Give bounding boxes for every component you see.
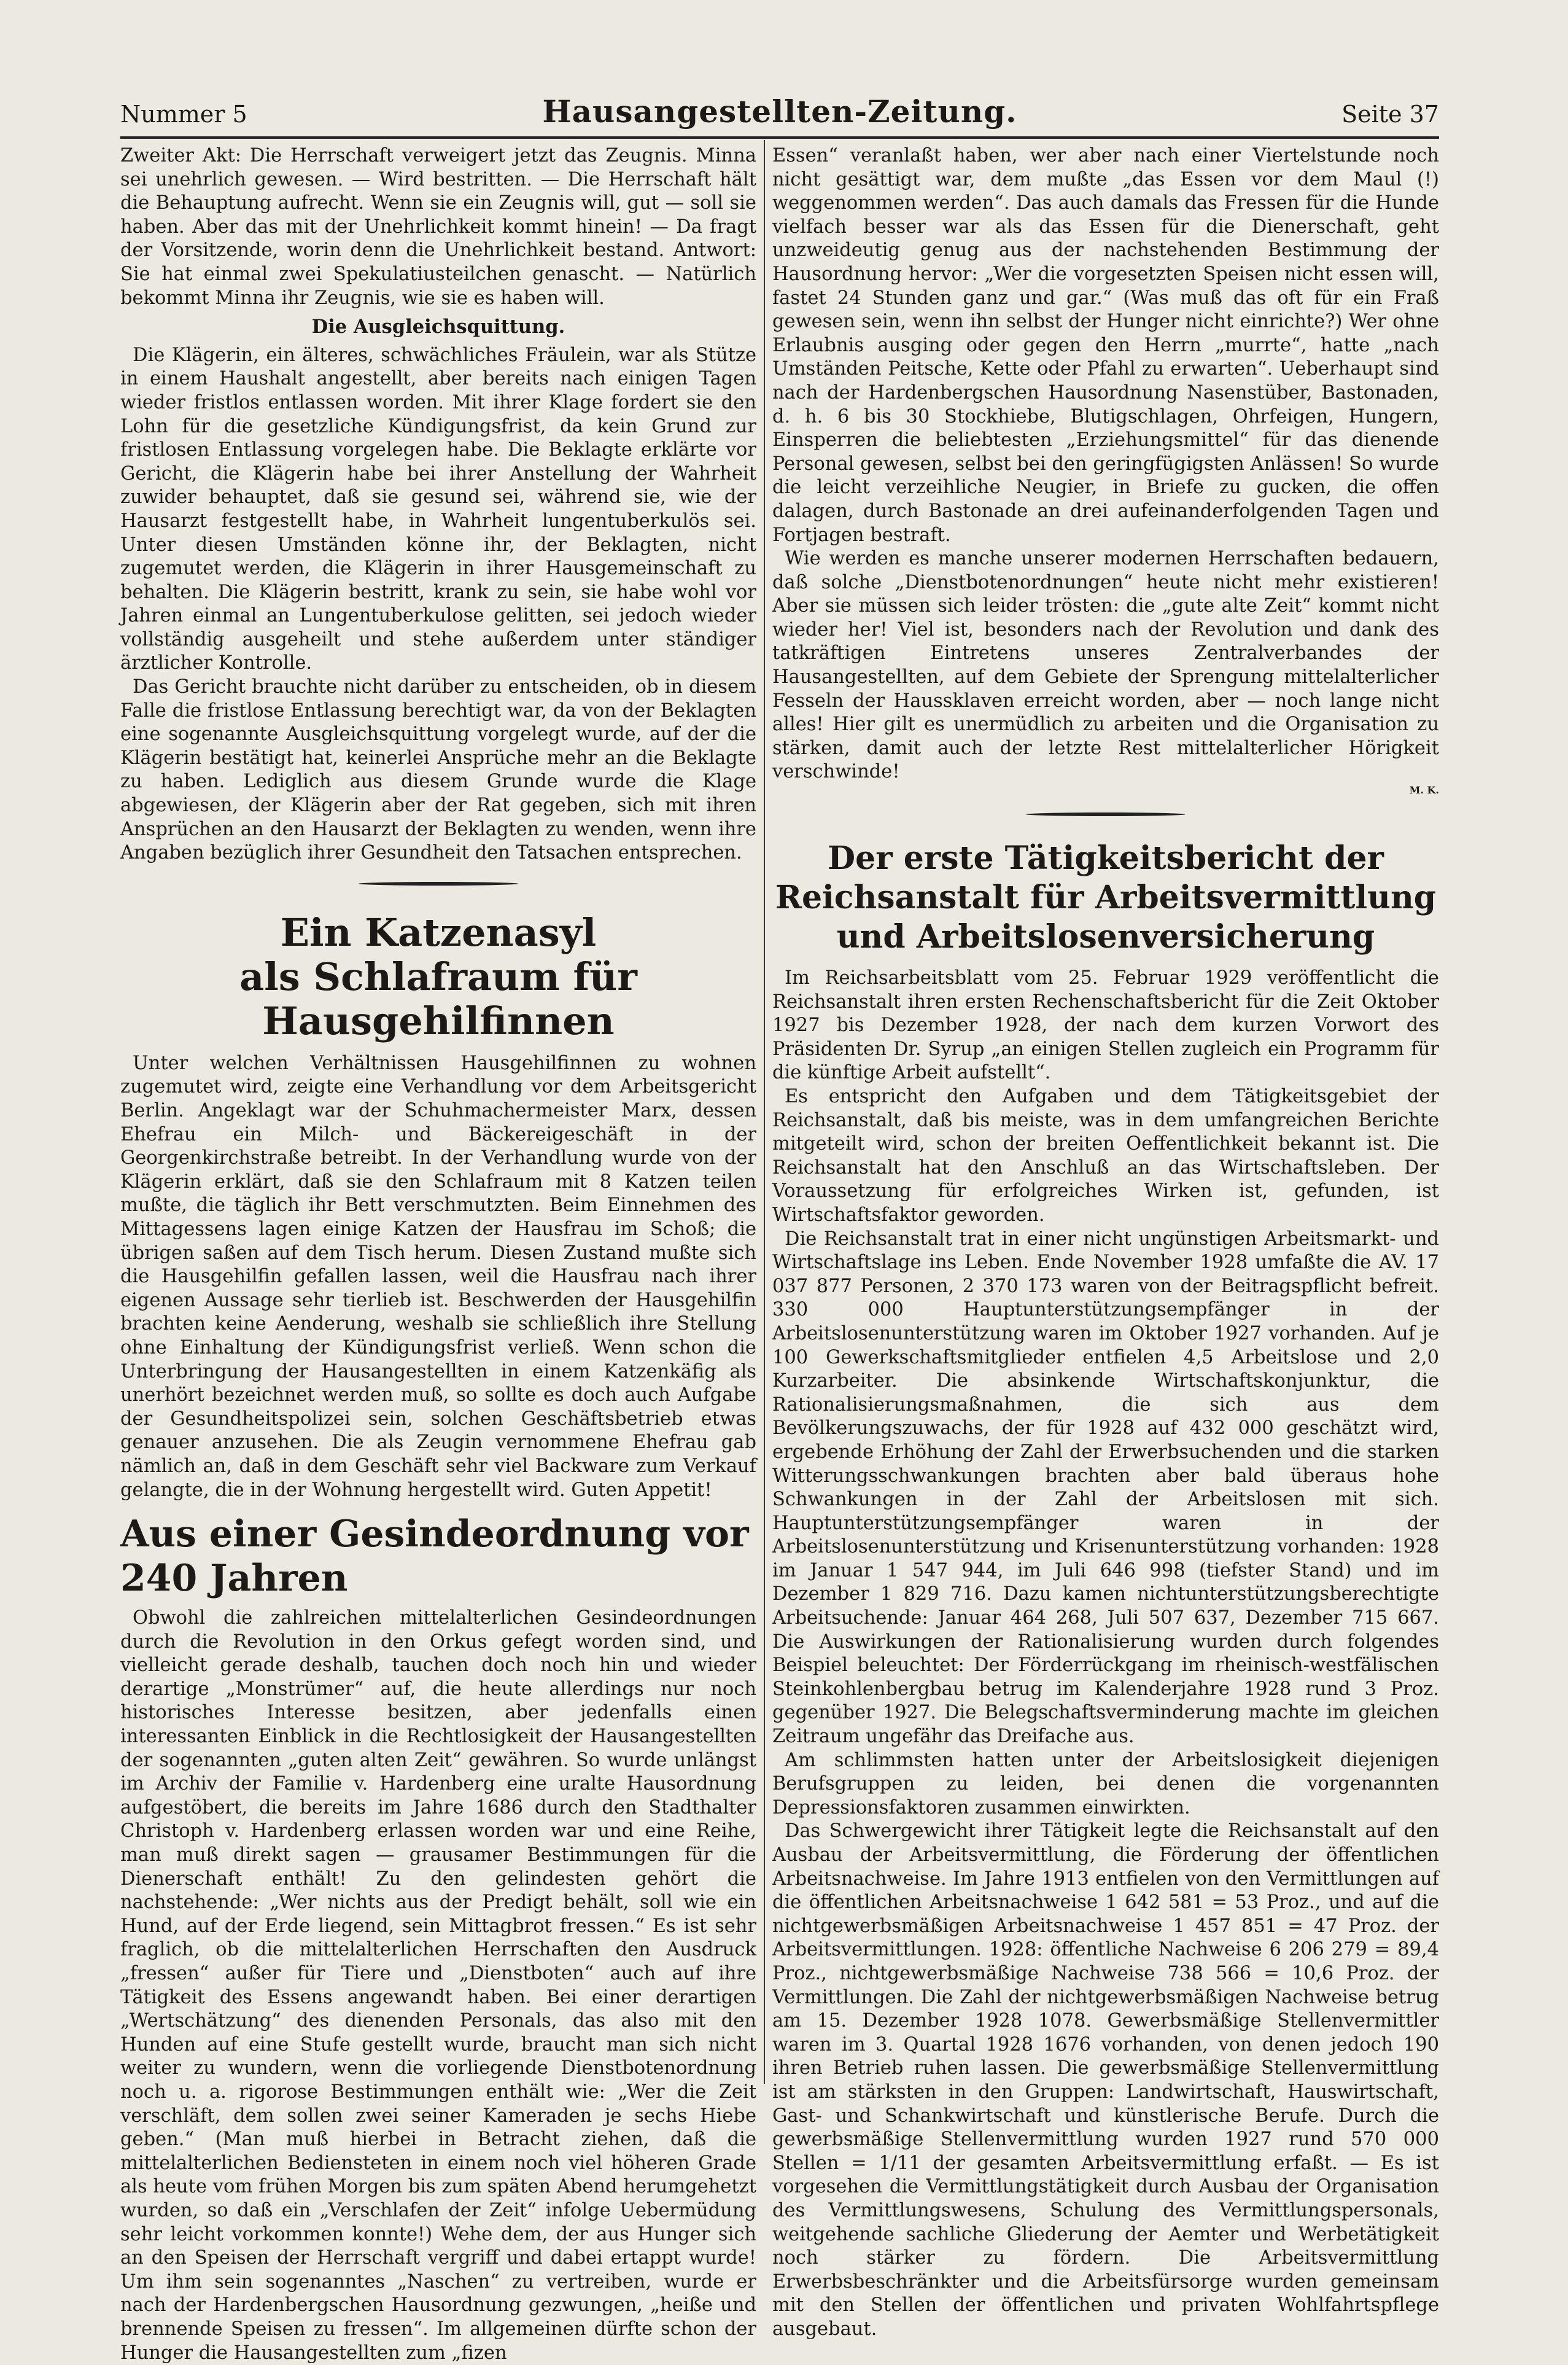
article-paragraph: Unter welchen Verhältnissen Hausgehilfinnen zu wohnen zugemutet wird, zeigte eine Verhandlung vor dem Arbeitsgericht Berlin. Angeklagt war der Schuhmachermeister Marx, dessen Ehefrau ein Milch- und Bäckereigeschäft in der Georgenkirchstraße betreibt. In der Verhandlung wurde von der Klägerin erklärt, daß sie den Schlafraum mit 8 Katzen teilen mußte, die täglich ihr Bett verschmutzten. Beim Einnehmen des Mittagessens lagen einige Katzen der Hausfrau im Schoß; die übrigen saßen auf dem Tisch herum. Diesen Zustand mußte sich die Hausgehilfin gefallen lassen, weil die Hausfrau nach ihrer eigenen Aussage sehr tierlieb ist. Beschwerden der Hausgehilfin brachten keine Aenderung, weshalb sie schließlich ihre Stellung ohne Einhaltung der Kündigungsfrist verließ. Wenn schon die Unterbringung der Hausangestellten in einem Katzenkäfig als unerhört bezeichnet werden muß, so sollte es doch auch Aufgabe der Gesundheitspolizei sein, solchen Geschäftsbetrieb etwas genauer anzusehen. Die als Zeugin vernommene Ehefrau gab nämlich an, daß in dem Geschäft sehr viel Backware zum Verkauf gelangte, die in der Wohnung hergestellt wird. Guten Appetit! <box>120 1052 756 1501</box>
article-heading-line: als Schlafraum für Hausgehilfinnen <box>239 954 637 1043</box>
ornament-divider <box>772 796 1439 833</box>
column-separator <box>764 140 765 2084</box>
ornament-divider <box>120 865 756 902</box>
article-paragraph: Obwohl die zahlreichen mittelalterlichen Gesindeordnungen durch die Revolution in den Orkus gefegt worden sind, und vielleicht gerade deshalb, tauchen doch noch hin und wieder derartige „Monstrümer“ auf, die heute allerdings nur noch historisches Interesse besitzen, aber jedenfalls einen interessanten Einblick in die Rechtlosigkeit der Hausangestellten der sogenannten „guten alten Zeit“ gewähren. So wurde unlängst im Archiv der Familie v. Hardenberg eine uralte Hausordnung aufgestöbert, die bereits im Jahre 1686 durch den Stadthalter Christoph v. Hardenberg erlassen worden war und eine Reihe, man muß direkt sagen — grausamer Bestimmungen für die Dienerschaft enthält! Zu den gelindesten gehört die nachstehende: „Wer nichts aus der Predigt behält, soll wie ein Hund, auf der Erde liegend, sein Mittagbrot fressen.“ Es ist sehr fraglich, ob die mittelalterlichen Herrschaften den Ausdruck „fressen“ außer für Tiere und „Dienstboten“ auch auf ihre Tätigkeit des Essens angewandt haben. Bei einer derartigen „Wertschätzung“ des dienenden Personals, das also mit den Hunden auf eine Stufe gestellt wurde, braucht man sich nicht weiter zu wundern, wenn die vorliegende Dienstbotenordnung noch u. a. rigorose Bestimmungen enthält wie: „Wer die Zeit verschläft, dem sollen zwei seiner Kameraden je sechs Hiebe geben.“ (Man muß hierbei in Betracht ziehen, daß die mittelalterlichen Bediensteten in einem noch viel höheren Grade als heute vom frühen Morgen bis zum späten Abend herumgehetzt wurden, so daß ein „Verschlafen der Zeit“ infolge Uebermüdung sehr leicht vorkommen konnte!) Wehe dem, der aus Hunger sich an den Speisen der Herrschaft vergriff und dabei ertappt wurde! Um ihm sein sogenanntes „Naschen“ zu vertreiben, wurde er nach der Hardenbergschen Hausordnung gezwungen, „heiße und brennende Speisen zu fressen“. Im allgemeinen dürfte schon der Hunger die Hausangestellten zum „fizen <box>120 1607 756 2364</box>
article-paragraph: Zweiter Akt: Die Herrschaft verweigert jetzt das Zeugnis. Minna sei unehrlich gewesen. — Wird bestritten. — Die Herrschaft hält die Behauptung aufrecht. Wenn sie ein Zeugnis will, gut — soll sie haben. Aber das mit der Unehrlichkeit kommt hinein! — Da fragt der Vorsitzende, worin denn die Unehrlichkeit bestand. Antwort: Sie hat einmal zwei Spekulatiusteilchen genascht. — Natürlich bekommt Minna ihr Zeugnis, wie sie es haben will. <box>120 145 756 309</box>
article-paragraph: Es entspricht den Aufgaben und dem Tätigkeitsgebiet der Reichsanstalt, daß bis meiste, was in dem umfangreichen Berichte mitgeteilt wird, schon der breiten Oeffentlichkeit bekannt ist. Die Reichsanstalt hat den Anschluß an das Wirtschaftsleben. Der Voraussetzung für erfolgreiches Wirken ist, gefunden, ist Wirtschaftsfaktor geworden. <box>772 1086 1439 1226</box>
article-paragraph: Die Klägerin, ein älteres, schwächliches Fräulein, war als Stütze in einem Haushalt angestellt, aber bereits nach einigen Tagen wieder fristlos entlassen worden. Mit ihrer Klage fordert sie den Lohn für die gesetzliche Kündigungsfrist, da kein Grund zur fristlosen Entlassung vorgelegen habe. Die Beklagte erklärte vor Gericht, die Klägerin habe bei ihrer Anstellung der Wahrheit zuwider behauptet, daß sie gesund sei, während sie, wie der Hausarzt festgestellt habe, in Wahrheit lungentuberkulös sei. Unter diesen Umständen könne ihr, der Beklagten, nicht zugemutet werden, die Klägerin in ihrer Hausgemeinschaft zu behalten. Die Klägerin bestritt, krank zu sein, sie habe wohl vor Jahren einmal an Lungentuberkulose gelitten, sei jedoch wieder vollständig ausgeheilt und stehe außerdem unter ständiger ärztlicher Kontrolle. <box>120 344 756 674</box>
article-paragraph: Im Reichsarbeitsblatt vom 25. Februar 1929 veröffentlicht die Reichsanstalt ihren ersten Rechenschaftsbericht für die Zeit Oktober 1927 bis Dezember 1928, der nach dem kurzen Vorwort des Präsidenten Dr. Syrup „an einigen Stellen zugleich ein Programm für die künftige Arbeit aufstellt“. <box>772 967 1439 1084</box>
article-paragraph: Wie werden es manche unserer modernen Herrschaften bedauern, daß solche „Dienstbotenordnungen“ heute nicht mehr existieren! Aber sie müssen sich leider trösten: die „gute alte Zeit“ kommt nicht wieder her! Viel ist, besonders nach der Revolution und dank des tatkräftigen Eintretens unseres Zentralverbandes der Hausangestellten, auf dem Gebiete der Sprengung mittelalterlicher Fesseln der Haussklaven erreicht worden, aber — noch lange nicht alles! Hier gilt es unermüdlich zu arbeiten und die Organisation zu stärken, damit auch der letzte Rest mittelalterlicher Hörigkeit verschwinde! <box>772 548 1439 783</box>
issue-number: Nummer 5 <box>120 101 247 128</box>
left-column <box>120 144 756 2365</box>
article-heading: Aus einer Gesindeordnung vor 240 Jahren <box>120 1513 749 1600</box>
article-heading-line: Ein Katzenasyl <box>280 910 597 955</box>
article-heading <box>120 911 756 1043</box>
newspaper-title: Hausangestellten-Zeitung. <box>542 93 1017 130</box>
article-paragraph: Das Gericht brauchte nicht darüber zu entscheiden, ob in diesem Falle die fristlose Entlassung berechtigt war, da von der Beklagten eine sogenannte Ausgleichsquittung vorgelegt wurde, auf der die Klägerin bestätigt hat, keinerlei Ansprüche mehr an die Beklagte zu haben. Lediglich aus diesem Grunde wurde die Klage abgewiesen, der Klägerin aber der Rat gegeben, sich mit ihren Ansprüchen an den Hausarzt der Beklagten zu wenden, wenn ihre Angaben bezüglich ihrer Gesundheit den Tatsachen entsprechen. <box>120 676 756 864</box>
page-number: Seite 37 <box>1341 101 1439 128</box>
author-signature: M. K. <box>1409 784 1439 797</box>
right-column <box>772 144 1439 2341</box>
header-rule <box>120 136 1439 139</box>
article-paragraph: Am schlimmsten hatten unter der Arbeitslosigkeit diejenigen Berufsgruppen zu leiden, bei denen die vorgenannten Depressionsfaktoren zusammen einwirkten. <box>772 1749 1439 1818</box>
article-paragraph: Essen“ veranlaßt haben, wer aber nach einer Viertelstunde noch nicht gesättigt war, dem mußte „das Essen vor dem Maul (!) weggenommen werden“. Das auch damals das Fressen für die Hunde vielfach besser war als das Essen für die Dienerschaft, geht unzweideutig genug aus der nachstehenden Bestimmung der Hausordnung hervor: „Wer die vorgesetzten Speisen nicht essen will, fastet 24 Stunden ganz und gar.“ (Was muß das oft für ein Fraß gewesen sein, wenn ihn selbst der Hunger nicht einrichte?) Wer ohne Erlaubnis ausging oder gegen den Herrn „murrte“, hatte „nach Umständen Peitsche, Kette oder Pfahl zu erwarten“. Ueberhaupt sind nach der Hardenbergschen Hausordnung Nasenstüber, Bastonaden, d. h. 6 bis 30 Stockhiebe, Blutigschlagen, Ohrfeigen, Hungern, Einsperren die beliebtesten „Erziehungsmittel“ für das dienende Personal gewesen, selbst bei den geringfügigsten Anlässen! So wurde die leicht verzeihliche Neugier, in Briefe zu gucken, die offen dalagen, durch Bastonade an drei aufeinanderfolgenden Tagen und Fortjagen bestraft. <box>772 145 1439 546</box>
page-header <box>120 93 1439 136</box>
article-paragraph: Das Schwergewicht ihrer Tätigkeit legte die Reichsanstalt auf den Ausbau der Arbeitsvermittlung, die Förderung der öffentlichen Arbeitsnachweise. Im Jahre 1913 entfielen von den Vermittlungen auf die öffentlichen Arbeitsnachweise 1 642 581 = 53 Proz., und auf die nichtgewerbsmäßigen Arbeitsnachweise 1 457 851 = 47 Proz. der Arbeitsvermittlungen. 1928: öffentliche Nachweise 6 206 279 = 89,4 Proz., nichtgewerbsmäßige Nachweise 738 566 = 10,6 Proz. der Vermittlungen. Die Zahl der nichtgewerbsmäßigen Nachweise betrug am 15. Dezember 1928 1078. Gewerbsmäßige Stellenvermittler waren im 3. Quartal 1928 1676 vorhanden, von denen jedoch 190 ihren Betrieb ruhen lassen. Die gewerbsmäßige Stellenvermittlung ist am stärksten in den Gruppen: Landwirtschaft, Hauswirtschaft, Gast- und Schankwirtschaft und künstlerische Berufe. Durch die gewerbsmäßige Stellenvermittlung wurden 1927 rund 570 000 Stellen = 1/11 der gesamten Arbeitsvermittlung erfaßt. — Es ist vorgesehen die Vermittlungstätigkeit durch Ausbau der Organisation des Vermittlungswesens, Schulung des Vermittlungspersonals, weitgehende sachliche Gliederung der Aemter und Werbetätigkeit noch stärker zu fördern. Die Arbeitsvermittlung Erwerbsbeschränkter und die Arbeitsfürsorge wurden gemeinsam mit den Stellen der öffentlichen und privaten Wohlfahrtspflege ausgebaut. <box>772 1820 1439 2340</box>
article-heading: Der erste Tätigkeitsbericht der Reichsanstalt für Arbeitsvermittlung und Arbeitslosenversicherung <box>775 840 1437 956</box>
section-subheading: Die Ausgleichsquittung. <box>311 316 565 338</box>
article-paragraph: Die Reichsanstalt trat in einer nicht ungünstigen Arbeitsmarkt- und Wirtschaftslage ins Leben. Ende November 1928 umfaßte die AV. 17 037 877 Personen, 2 370 173 waren von der Beitragspflicht befreit. 330 000 Hauptunterstützungsempfänger in der Arbeitslosenunterstützung waren im Oktober 1927 vorhanden. Auf je 100 Gewerkschaftsmitglieder entfielen 4,5 Arbeitslose und 2,0 Kurzarbeiter. Die absinkende Wirtschaftskonjunktur, die Rationalisierungsmaßnahmen, die sich aus dem Bevölkerungszuwachs, der für 1928 auf 432 000 geschätzt wird, ergebende Erhöhung der Zahl der Erwerbsuchenden und die starken Witterungsschwankungen brachten aber bald überaus hohe Schwankungen in der Zahl der Arbeitslosen mit sich. Hauptunterstützungsempfänger waren in der Arbeitslosenunterstützung und Krisenunterstützung vorhanden: 1928 im Januar 1 547 944, im Juli 646 998 (tiefster Stand) und im Dezember 1 829 716. Dazu kamen nichtunterstützungsberechtigte Arbeitsuchende: Januar 464 268, Juli 507 637, Dezember 715 667. Die Auswirkungen der Rationalisierung wurden durch folgendes Beispiel beleuchtet: Der Förderrückgang im rheinisch-westfälischen Steinkohlenbergbau betrug im Kalenderjahre 1928 rund 3 Proz. gegenüber 1927. Die Belegschaftsverminderung machte im gleichen Zeitraum ungefähr das Dreifache aus. <box>772 1228 1439 1748</box>
